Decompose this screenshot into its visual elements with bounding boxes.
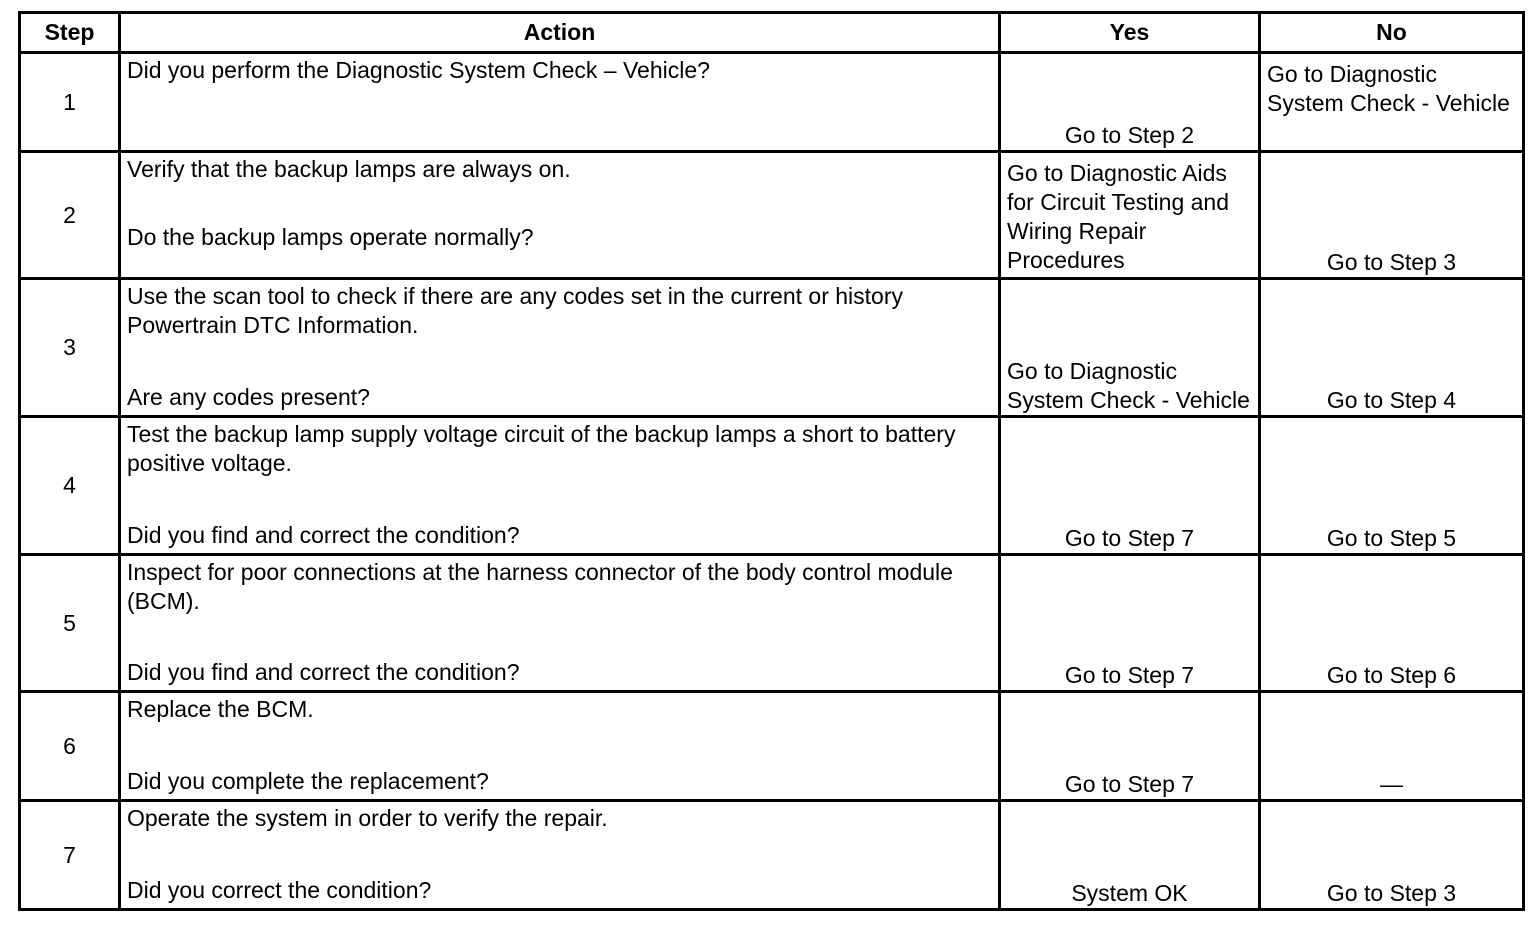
- step-number: 5: [20, 555, 120, 692]
- question-text: Did you find and correct the condition?: [127, 659, 520, 685]
- action-cell: [120, 417, 1000, 555]
- no-result: Go to Step 4: [1326, 387, 1457, 413]
- yes-result: System OK: [1071, 880, 1188, 906]
- header-action: Action: [120, 13, 1000, 53]
- no-cell: [1260, 279, 1524, 417]
- no-result: Go to Step 6: [1326, 662, 1457, 688]
- question-text: Did you correct the condition?: [127, 877, 432, 903]
- yes-result: Go to Step 7: [1064, 525, 1195, 551]
- yes-cell: [1000, 279, 1260, 417]
- action-cell: [120, 692, 1000, 801]
- action-cell: [120, 801, 1000, 910]
- no-result: —: [1380, 771, 1403, 797]
- yes-cell: [1000, 692, 1260, 801]
- header-step: Step: [20, 13, 120, 53]
- no-result: Go to Step 5: [1326, 525, 1457, 551]
- step-number: 4: [20, 417, 120, 555]
- no-cell: [1260, 801, 1524, 910]
- no-cell: [1260, 152, 1524, 279]
- yes-result: Go to Step 7: [1064, 662, 1195, 688]
- no-result: Go to Diagnostic System Check - Vehicle: [1267, 61, 1510, 116]
- question-text: Are any codes present?: [127, 384, 370, 410]
- step-number: 6: [20, 692, 120, 801]
- action-text: Replace the BCM.: [127, 696, 314, 722]
- step-number: 2: [20, 152, 120, 279]
- action-text: Use the scan tool to check if there are any codes set in the current or history Powertrain DTC Information.: [127, 283, 904, 338]
- table-row: [20, 417, 1524, 555]
- table-row: [20, 692, 1524, 801]
- action-cell: [120, 555, 1000, 692]
- yes-cell: [1000, 555, 1260, 692]
- table-row: [20, 53, 1524, 152]
- yes-cell: [1000, 417, 1260, 555]
- question-text: Do the backup lamps operate normally?: [127, 224, 534, 250]
- table-row: [20, 279, 1524, 417]
- yes-result: Go to Step 7: [1064, 771, 1195, 797]
- diagnostic-table: [18, 11, 1525, 911]
- action-text: Verify that the backup lamps are always on.: [127, 156, 571, 182]
- step-number: 3: [20, 279, 120, 417]
- no-result: Go to Step 3: [1326, 249, 1457, 275]
- action-cell: [120, 53, 1000, 152]
- header-yes: Yes: [1000, 13, 1260, 53]
- yes-result: Go to Step 2: [1064, 122, 1195, 148]
- yes-result: Go to Diagnostic Aids for Circuit Testing and Wiring Repair Procedures: [1007, 160, 1230, 273]
- action-text: Operate the system in order to verify the repair.: [127, 805, 608, 831]
- action-text: Inspect for poor connections at the harness connector of the body control module (BCM).: [127, 559, 953, 614]
- action-text: Did you perform the Diagnostic System Check – Vehicle?: [127, 57, 710, 83]
- yes-result: Go to Diagnostic System Check - Vehicle: [1007, 358, 1250, 413]
- no-result: Go to Step 3: [1326, 880, 1457, 906]
- table-row: [20, 801, 1524, 910]
- action-cell: [120, 152, 1000, 279]
- yes-cell: [1000, 152, 1260, 279]
- action-text: Test the backup lamp supply voltage circuit of the backup lamps a short to battery positive voltage.: [127, 421, 956, 476]
- no-cell: [1260, 417, 1524, 555]
- step-number: 1: [20, 53, 120, 152]
- yes-cell: [1000, 53, 1260, 152]
- table-row: [20, 152, 1524, 279]
- header-row: [20, 13, 1524, 53]
- no-cell: [1260, 555, 1524, 692]
- question-text: Did you complete the replacement?: [127, 768, 489, 794]
- header-no: No: [1260, 13, 1524, 53]
- step-number: 7: [20, 801, 120, 910]
- table-row: [20, 555, 1524, 692]
- question-text: Did you find and correct the condition?: [127, 522, 520, 548]
- no-cell: [1260, 53, 1524, 152]
- yes-cell: [1000, 801, 1260, 910]
- action-cell: [120, 279, 1000, 417]
- no-cell: [1260, 692, 1524, 801]
